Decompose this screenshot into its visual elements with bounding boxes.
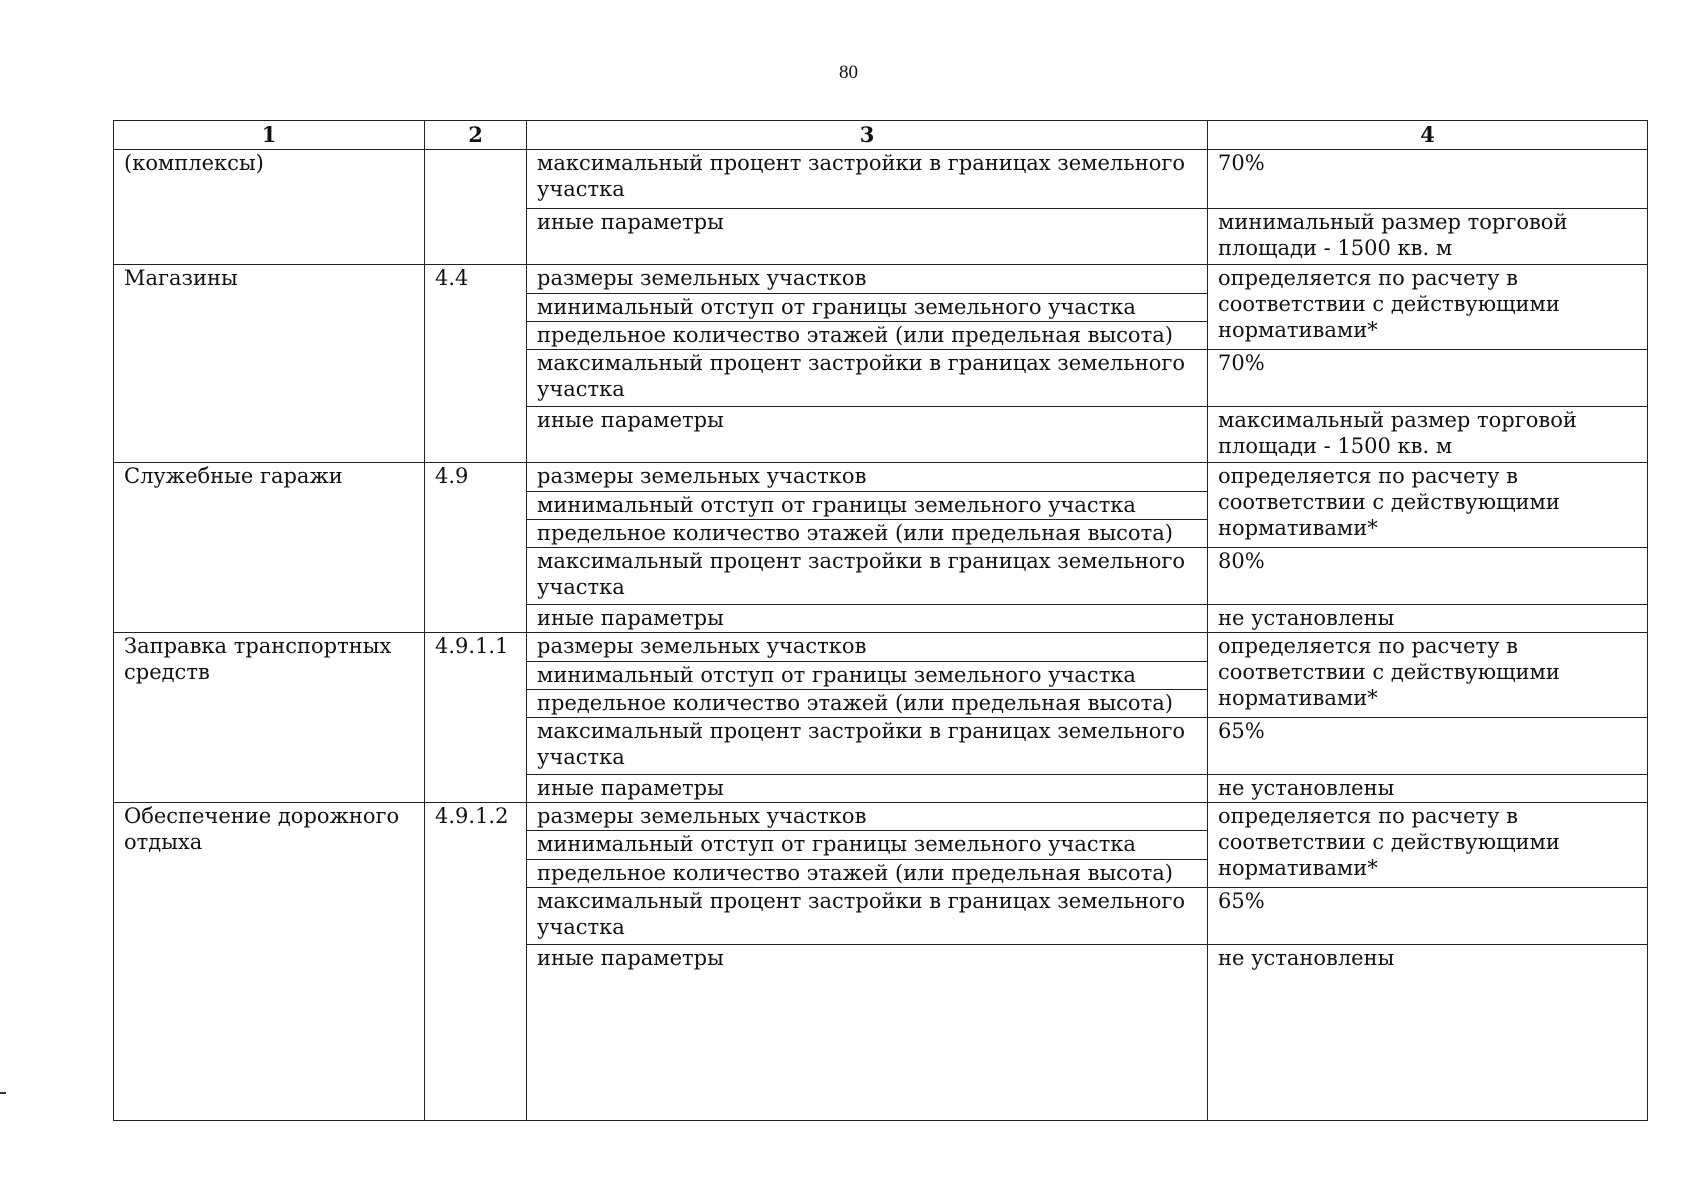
parameter-label: иные параметры bbox=[527, 406, 1208, 463]
parameter-label: предельное количество этажей (или предельная высота) bbox=[527, 321, 1208, 349]
regulations-table bbox=[113, 120, 1648, 1121]
use-type-code: 4.4 bbox=[425, 265, 527, 463]
parameter-value: 65% bbox=[1208, 718, 1648, 775]
use-type-name: Обеспечение дорожного отдыха bbox=[114, 803, 425, 1121]
parameter-label: иные параметры bbox=[527, 944, 1208, 1120]
parameter-label: иные параметры bbox=[527, 208, 1208, 265]
table-row bbox=[114, 633, 1648, 661]
scan-mark bbox=[0, 1092, 6, 1094]
table-row bbox=[114, 803, 1648, 831]
parameter-value: не установлены bbox=[1208, 604, 1648, 632]
parameter-value: определяется по расчету в соответствии с действующими нормативами* bbox=[1208, 633, 1648, 718]
parameter-label: минимальный отступ от границы земельного участка bbox=[527, 293, 1208, 321]
parameter-label: максимальный процент застройки в границах земельного участка bbox=[527, 887, 1208, 944]
parameter-label: предельное количество этажей (или предельная высота) bbox=[527, 520, 1208, 548]
parameter-label: иные параметры bbox=[527, 774, 1208, 802]
parameter-label: предельное количество этажей (или предельная высота) bbox=[527, 859, 1208, 887]
table-row bbox=[114, 265, 1648, 293]
parameter-label: размеры земельных участков bbox=[527, 803, 1208, 831]
use-type-code: 4.9.1.2 bbox=[425, 803, 527, 1121]
use-type-name: Служебные гаражи bbox=[114, 463, 425, 633]
use-type-name: (комплексы) bbox=[114, 150, 425, 265]
parameter-value: определяется по расчету в соответствии с действующими нормативами* bbox=[1208, 803, 1648, 888]
use-type-code: 4.9.1.1 bbox=[425, 633, 527, 803]
column-header-4: 4 bbox=[1208, 121, 1648, 150]
table-header-row bbox=[114, 121, 1648, 150]
table-row bbox=[114, 463, 1648, 491]
table-row bbox=[114, 150, 1648, 209]
parameter-value: определяется по расчету в соответствии с действующими нормативами* bbox=[1208, 265, 1648, 350]
parameter-value: 65% bbox=[1208, 887, 1648, 944]
use-type-name: Магазины bbox=[114, 265, 425, 463]
use-type-name: Заправка транспортных средств bbox=[114, 633, 425, 803]
parameter-label: максимальный процент застройки в границах земельного участка bbox=[527, 150, 1208, 209]
use-type-code: 4.9 bbox=[425, 463, 527, 633]
parameter-label: минимальный отступ от границы земельного участка bbox=[527, 831, 1208, 859]
parameter-label: максимальный процент застройки в границах земельного участка bbox=[527, 718, 1208, 775]
parameter-value: не установлены bbox=[1208, 774, 1648, 802]
parameter-value: минимальный размер торговой площади - 1500 кв. м bbox=[1208, 208, 1648, 265]
parameter-value: 70% bbox=[1208, 350, 1648, 407]
parameter-value: определяется по расчету в соответствии с действующими нормативами* bbox=[1208, 463, 1648, 548]
column-header-1: 1 bbox=[114, 121, 425, 150]
parameter-label: минимальный отступ от границы земельного участка bbox=[527, 491, 1208, 519]
parameter-label: максимальный процент застройки в границах земельного участка bbox=[527, 548, 1208, 605]
parameter-value: 70% bbox=[1208, 150, 1648, 209]
parameter-label: минимальный отступ от границы земельного участка bbox=[527, 661, 1208, 689]
parameter-value: максимальный размер торговой площади - 1500 кв. м bbox=[1208, 406, 1648, 463]
parameter-label: размеры земельных участков bbox=[527, 463, 1208, 491]
parameter-label: размеры земельных участков bbox=[527, 265, 1208, 293]
use-type-code bbox=[425, 150, 527, 265]
parameter-label: размеры земельных участков bbox=[527, 633, 1208, 661]
parameter-value: 80% bbox=[1208, 548, 1648, 605]
column-header-3: 3 bbox=[527, 121, 1208, 150]
parameter-label: предельное количество этажей (или предельная высота) bbox=[527, 689, 1208, 717]
parameter-label: иные параметры bbox=[527, 604, 1208, 632]
parameter-label: максимальный процент застройки в границах земельного участка bbox=[527, 350, 1208, 407]
page-number: 80 bbox=[839, 62, 858, 83]
column-header-2: 2 bbox=[425, 121, 527, 150]
parameter-value: не установлены bbox=[1208, 944, 1648, 1120]
